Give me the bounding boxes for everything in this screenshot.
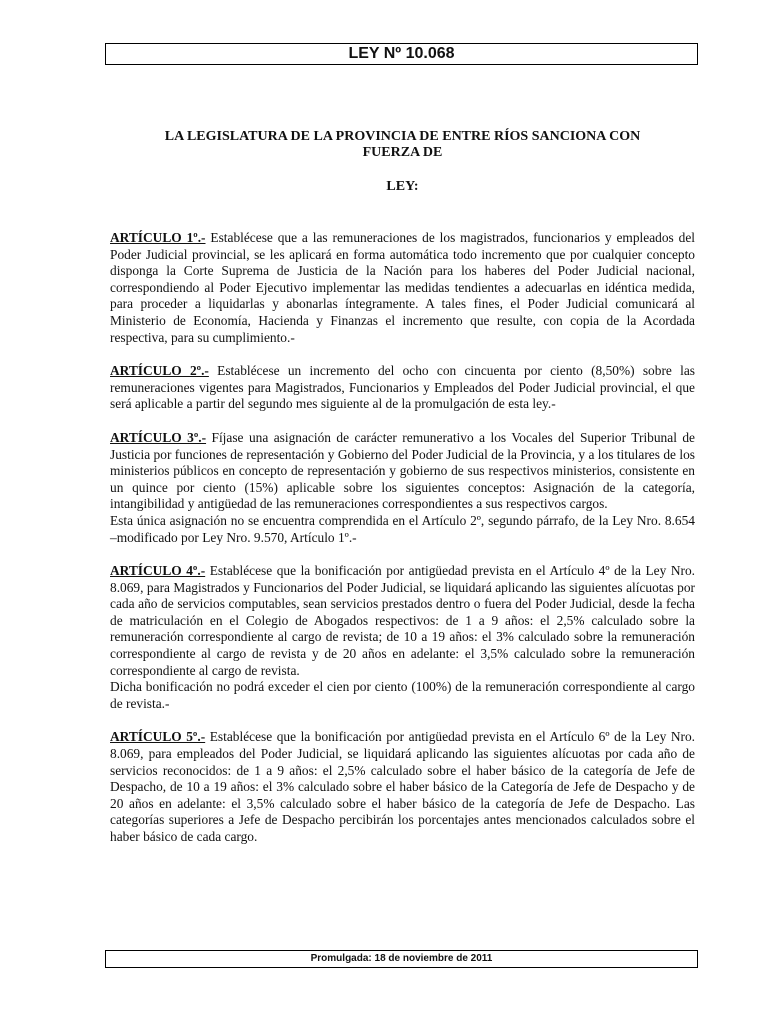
article-text: Fíjase una asignación de carácter remunerativo a los Vocales del Superior Tribunal de Justicia por funciones de representación y Gobierno del Poder Judicial de la Provincia, y a los titulares de los ministerios públicos en concepto de representación y gobierno de sus respectivos ministerios, consistente en un quince por ciento (15%) aplicable sobre los siguientes conceptos: Asignación de la categoría, intangibilidad y antigüedad de las remuneraciones correspondientes a sus respectivos cargos. bbox=[110, 429, 695, 512]
article-text: Establécese que a las remuneraciones de los magistrados, funcionarios y empleados del Poder Judicial provincial, se les aplicará en forma automática todo incremento que por cualquier concepto disponga la Corte Suprema de Justicia de la Nación para los haberes del Poder Judicial nacional, correspondiendo al Poder Ejecutivo implementar las medidas tendientes a adecuarlas en idéntica medida, para proceder a liquidarlas y abonarlas íntegramente. A tales fines, el Poder Judicial comunicará al Ministerio de Economía, Hacienda y Finanzas el incremento que resulte, con copia de la Acordada respectiva, para su cumplimiento.- bbox=[110, 230, 695, 345]
article-paragraph bbox=[110, 563, 695, 679]
articles-body bbox=[110, 230, 695, 863]
article-paragraph-2: Dicha bonificación no podrá exceder el cien por ciento (100%) de la remuneración correspondiente al cargo de revista.- bbox=[110, 679, 695, 711]
article-paragraph bbox=[110, 729, 695, 845]
law-title: LEY Nº 10.068 bbox=[105, 43, 698, 65]
promulgation-footer: Promulgada: 18 de noviembre de 2011 bbox=[105, 950, 698, 968]
article-title: ARTÍCULO 3º.- bbox=[110, 429, 207, 445]
article-title: ARTÍCULO 1º.- bbox=[110, 230, 206, 245]
article-title: ARTÍCULO 4º.- bbox=[110, 563, 206, 579]
ley-label: LEY: bbox=[386, 179, 419, 194]
article-paragraph bbox=[110, 230, 695, 346]
article-text: Establécese que la bonificación por antigüedad prevista en el Artículo 6º de la Ley Nro. 8.069, para empleados del Poder Judicial, se liquidará aplicando las siguientes alícuotas por cada año de servicios reconocidos: de 1 a 9 años: el 2,5% calculado sobre el haber básico de la categoría de Jefe de Despacho, de 10 a 19 años: el 3% calculado sobre el haber básico de la Categoría de Jefe de Despacho y de 20 años en adelante: el 3,5% calculado sobre el haber básico de la categoría de Jefe de Despacho. Las categorías superiores a Jefe de Despacho percibirán los porcentajes antes mencionados calculados sobre el haber básico de cada cargo. bbox=[110, 729, 695, 844]
article-3 bbox=[110, 430, 695, 546]
article-paragraph bbox=[110, 363, 695, 413]
article-text: Establécese que la bonificación por antigüedad prevista en el Artículo 4º de la Ley Nro. 8.069, para Magistrados y Funcionarios del Poder Judicial, se liquidará aplicando las siguientes alícuotas por cada año de servicios computables, sean servicios prestados dentro o fuera del Poder Judicial, desde la fecha de matriculación en el Colegio de Abogados respectivos: de 1 a 9 años: el 2,5% calculado sobre la remuneración correspondiente al cargo de revista; de 10 a 19 años: el 3% calculado sobre la remuneración correspondiente al cargo de revista y de 20 años en adelante: el 3,5% calculado sobre la remuneración correspondiente al cargo de revista. bbox=[110, 563, 695, 678]
legislature-heading: LA LEGISLATURA DE LA PROVINCIA DE ENTRE RÍOS SANCIONA CON FUERZA DE bbox=[164, 129, 641, 160]
article-2 bbox=[110, 363, 695, 413]
article-paragraph-2: Esta única asignación no se encuentra comprendida en el Artículo 2º, segundo párrafo, de la Ley Nro. 8.654 –modificado por Ley Nro. 9.570, Artículo 1º.- bbox=[110, 512, 695, 545]
article-5 bbox=[110, 729, 695, 845]
article-paragraph bbox=[110, 430, 695, 513]
article-title: ARTÍCULO 2º.- bbox=[110, 363, 209, 379]
article-title: ARTÍCULO 5º.- bbox=[110, 729, 206, 745]
article-4 bbox=[110, 563, 695, 712]
article-text: Establécese un incremento del ocho con cincuenta por ciento (8,50%) sobre las remuneraciones vigentes para Magistrados, Funcionarios y Empleados del Poder Judicial provincial, el que será aplicable a partir del segundo mes siguiente al de la promulgación de esta ley.- bbox=[110, 363, 695, 412]
article-1 bbox=[110, 230, 695, 346]
